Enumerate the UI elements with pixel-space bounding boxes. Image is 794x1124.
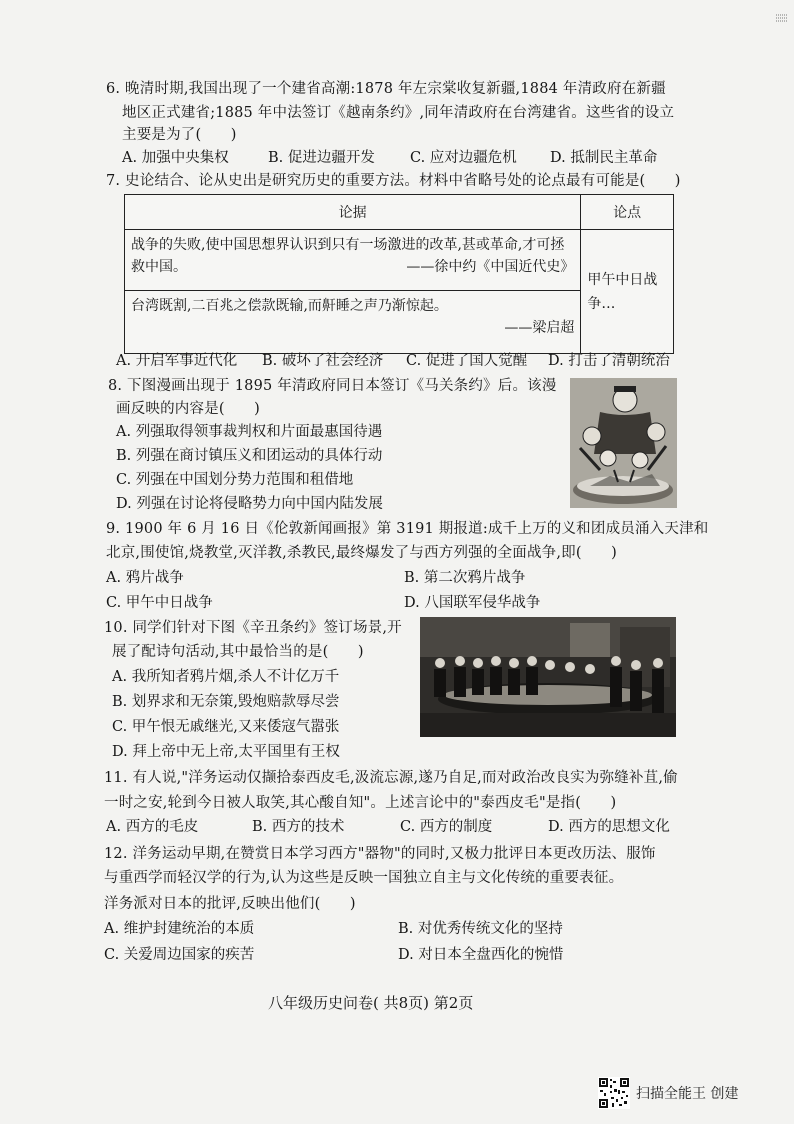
q6-line-2: 地区正式建省;1885 年中法签订《越南条约》,同年清政府在台湾建省。这些省的设立: [122, 105, 675, 121]
evidence-1-quote: 战争的失败,使中国思想界认识到只有一场激进的改革,甚或革命,才可拯救中国。: [131, 237, 565, 275]
q11-option-b[interactable]: B. 西方的技术: [252, 819, 345, 835]
q9-option-c[interactable]: C. 甲午中日战争: [106, 595, 213, 611]
evidence-2-source: ——梁启超: [504, 320, 575, 336]
q12-line-3: 洋务派对日本的批评,反映出他们( ): [104, 896, 356, 912]
treaty-signing-scene: [420, 617, 676, 737]
q8-line-2: 画反映的内容是( ): [116, 401, 261, 417]
evidence-2-quote: 台湾既割,二百兆之偿款既输,而鼾睡之声乃渐惊起。: [131, 298, 448, 314]
q8-option-c[interactable]: C. 列强在中国划分势力范围和租借地: [116, 472, 354, 488]
evidence-1-source: ——徐中约《中国近代史》: [406, 259, 575, 275]
q11-option-c[interactable]: C. 西方的制度: [400, 819, 493, 835]
qr-code-icon: [598, 1077, 630, 1109]
table-header-evidence: 论据: [125, 195, 581, 230]
q7-option-c[interactable]: C. 促进了国人觉醒: [406, 353, 528, 369]
q12-line-2: 与重西学而轻汉学的行为,认为这些是反映一国独立自主与文化传统的重要表征。: [104, 870, 624, 886]
q9-line-1: 9. 1900 年 6 月 16 日《伦敦新闻画报》第 3191 期报道:成千上万的义和团成员涌入天津和: [106, 521, 709, 537]
q12-option-c[interactable]: C. 关爱周边国家的疾苦: [104, 947, 255, 963]
q10-option-c[interactable]: C. 甲午恨无戚继光,又来倭寇气嚣张: [112, 719, 340, 735]
q11-option-d[interactable]: D. 西方的思想文化: [548, 819, 670, 835]
q11-line-2: 一时之安,轮到今日被人取笑,其心酸自知"。上述言论中的"泰西皮毛"是指( ): [104, 795, 617, 811]
q12-line-1: 12. 洋务运动早期,在赞赏日本学习西方"器物"的同时,又极力批评日本更改历法、服饰: [104, 846, 656, 862]
q7-stem: 7. 史论结合、论从史出是研究历史的重要方法。材料中省略号处的论点最有可能是( ): [106, 173, 681, 189]
q6-option-d[interactable]: D. 抵制民主革命: [550, 150, 658, 166]
table-point-cell: [581, 230, 674, 354]
q7-option-a[interactable]: A. 开启军事近代化: [116, 353, 238, 369]
cartoon-drawing: [570, 378, 677, 508]
q10-option-a[interactable]: A. 我所知者鸦片烟,杀人不计亿万千: [112, 669, 340, 685]
table-header-point: 论点: [581, 195, 674, 230]
table-evidence-2: [125, 291, 581, 354]
q9-option-a[interactable]: A. 鸦片战争: [106, 570, 184, 586]
q9-line-2: 北京,围使馆,烧教堂,灭洋教,杀教民,最终爆发了与西方列强的全面战争,即( ): [106, 545, 617, 561]
q8-option-d[interactable]: D. 列强在讨论将侵略势力向中国内陆发展: [116, 496, 383, 512]
q10-line-1: 10. 同学们针对下图《辛丑条约》签订场景,开: [104, 620, 402, 636]
cartoon-image: [570, 378, 677, 508]
q8-option-b[interactable]: B. 列强在商讨镇压义和团运动的具体行动: [116, 448, 383, 464]
q9-option-d[interactable]: D. 八国联军侵华战争: [404, 595, 541, 611]
q10-line-2: 展了配诗句活动,其中最恰当的是( ): [112, 644, 364, 660]
corner-mark-icon: [776, 8, 788, 18]
q11-line-1: 11. 有人说,"洋务运动仅撷拾泰西皮毛,汲流忘源,遂乃自足,而对政治改良实为弥缝补苴,偷: [104, 770, 678, 786]
q12-option-a[interactable]: A. 维护封建统治的本质: [104, 921, 255, 937]
q10-option-b[interactable]: B. 划界求和无奈策,毁炮赔款辱尽尝: [112, 694, 340, 710]
q12-option-b[interactable]: B. 对优秀传统文化的坚持: [398, 921, 563, 937]
scanner-brand-label: 扫描全能王 创建: [636, 1086, 739, 1102]
q11-option-a[interactable]: A. 西方的毛皮: [106, 819, 199, 835]
q10-option-d[interactable]: D. 拜上帝中无上帝,太平国里有王权: [112, 744, 340, 760]
q6-line-3: 主要是为了( ): [122, 127, 237, 143]
q6-line-1: 6. 晚清时期,我国出现了一个建省高潮:1878 年左宗棠收复新疆,1884 年清政府在新疆: [106, 81, 666, 97]
q7-evidence-table: [124, 194, 674, 354]
q8-option-a[interactable]: A. 列强取得领事裁判权和片面最惠国待遇: [116, 424, 383, 440]
q12-option-d[interactable]: D. 对日本全盘西化的惋惜: [398, 947, 564, 963]
q8-line-1: 8. 下图漫画出现于 1895 年清政府同日本签订《马关条约》后。该漫: [108, 378, 557, 394]
q6-option-a[interactable]: A. 加强中央集权: [122, 150, 229, 166]
point-text: 甲午中日战争…: [587, 271, 658, 312]
page-footer: 八年级历史问卷( 共8页) 第2页: [268, 994, 474, 1012]
q6-option-b[interactable]: B. 促进边疆开发: [268, 150, 375, 166]
treaty-photo: [420, 617, 676, 737]
table-evidence-1: [125, 230, 581, 291]
q7-option-d[interactable]: D. 打击了清朝统治: [548, 353, 670, 369]
q9-option-b[interactable]: B. 第二次鸦片战争: [404, 570, 526, 586]
q6-option-c[interactable]: C. 应对边疆危机: [410, 150, 517, 166]
q7-option-b[interactable]: B. 破坏了社会经济: [262, 353, 384, 369]
